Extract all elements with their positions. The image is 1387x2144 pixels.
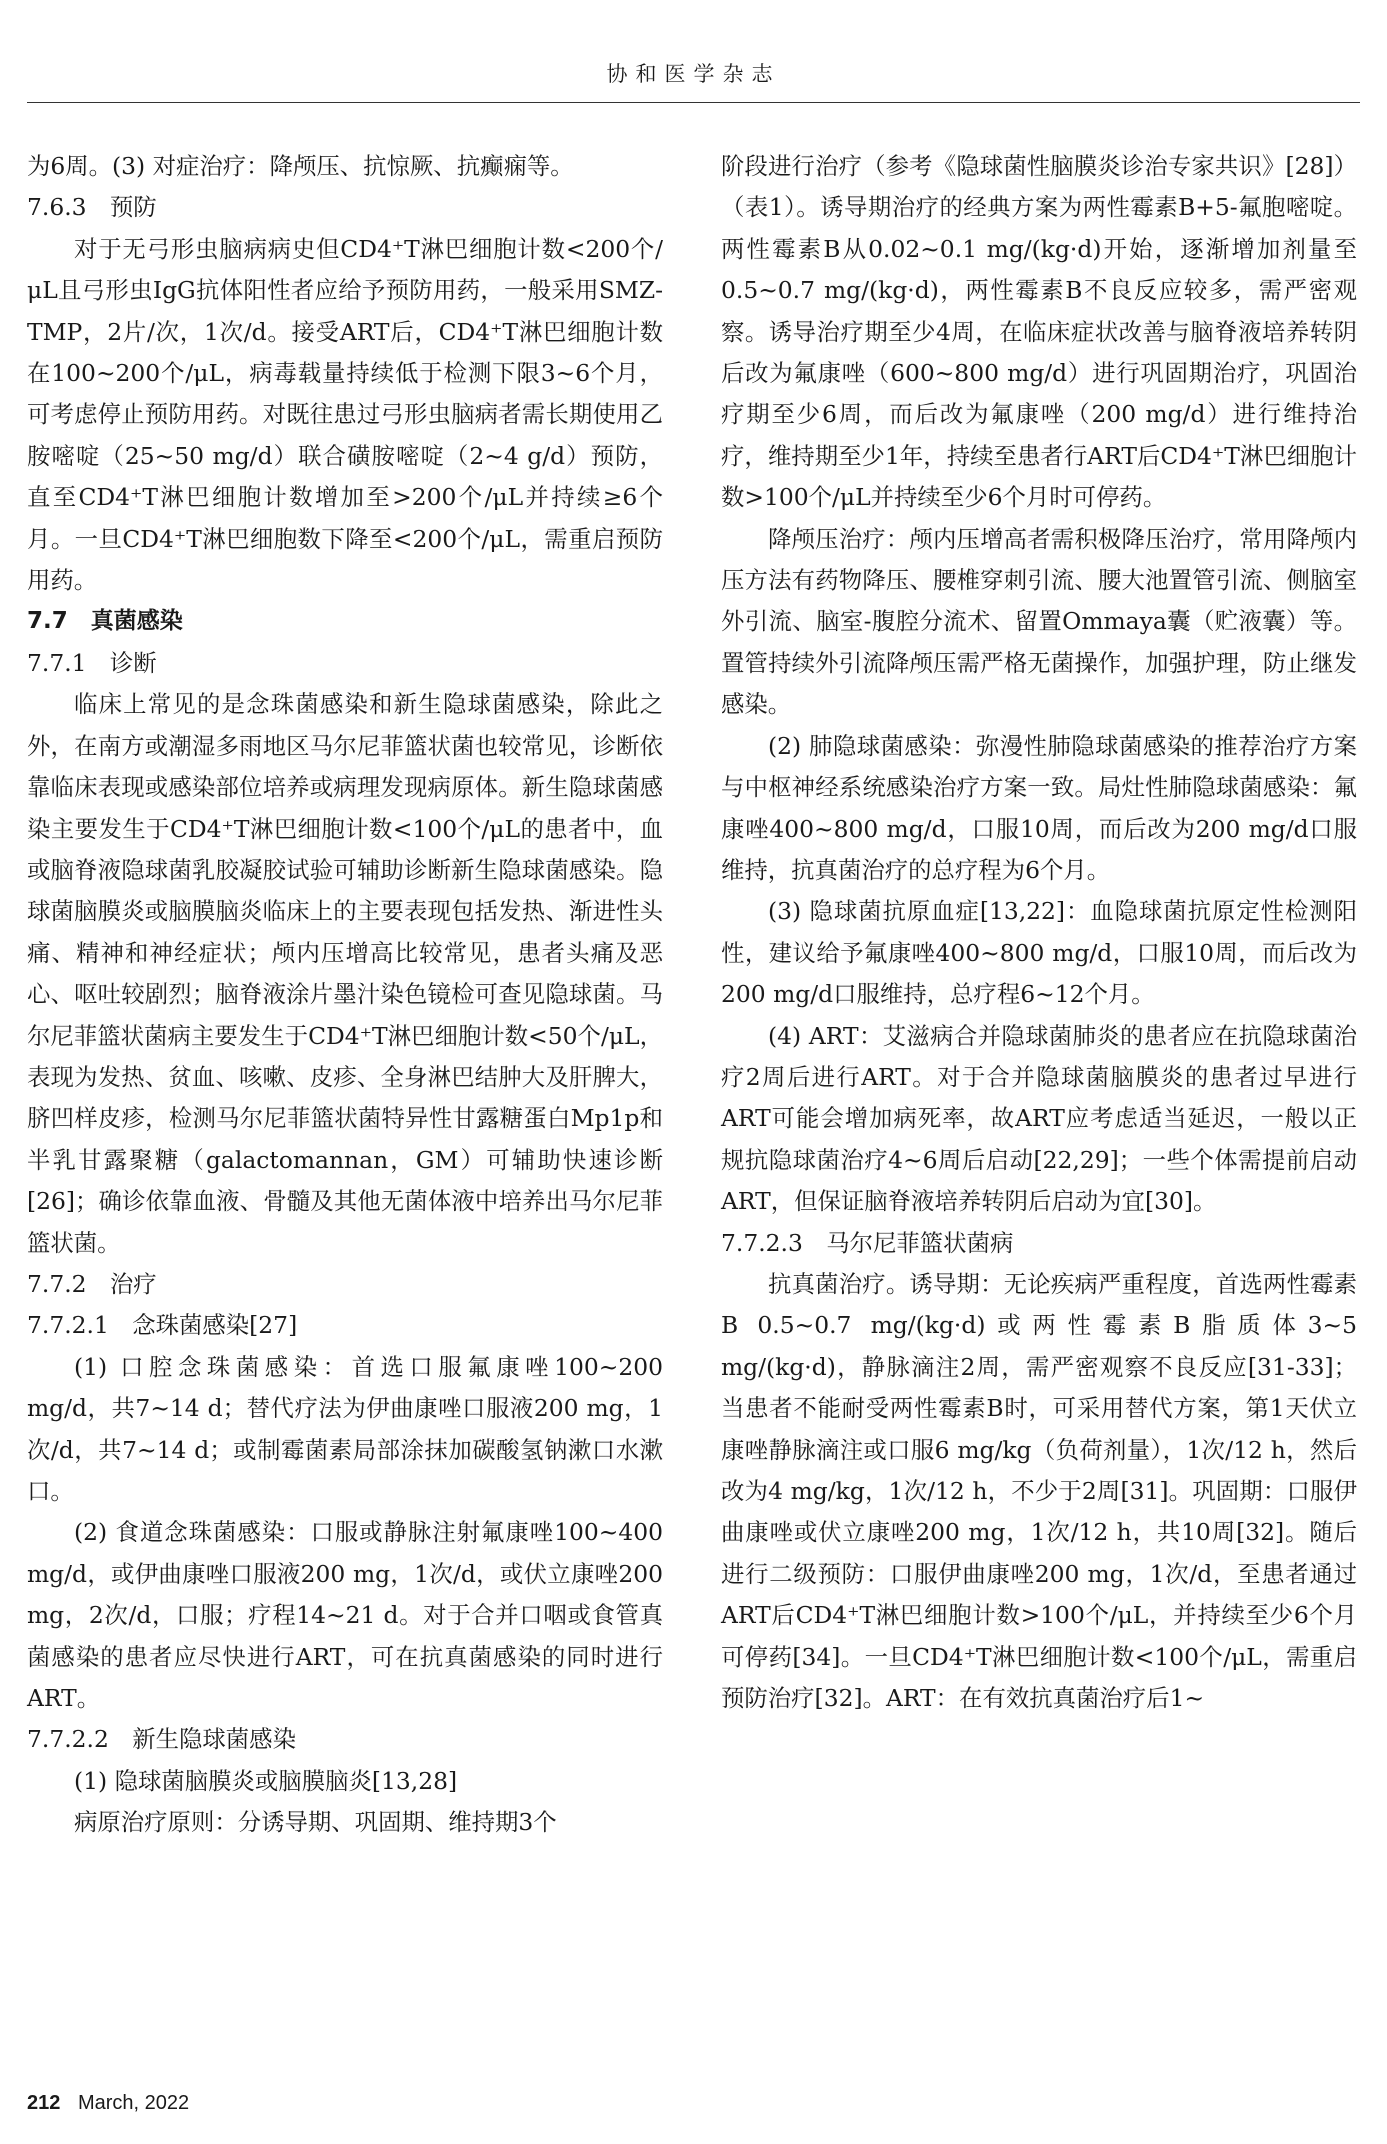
subsection-heading: 7.7.2.3 马尔尼菲篮状菌病 (721, 1228, 1014, 1257)
journal-title: 协和医学杂志 (606, 62, 781, 86)
paragraph: (1) 口腔念珠菌感染：首选口服氟康唑100~200 mg/d，共7~14 d；替代疗法为伊曲康唑口服液200 mg，1次/d，共7~14 d；或制霉菌素局部涂抹加碳酸氢钠漱口水漱口。 (27, 1352, 663, 1505)
section-heading: 7.7 真菌感染 (27, 608, 183, 635)
paragraph: 病原治疗原则：分诱导期、巩固期、维持期3个 (74, 1808, 557, 1837)
subsection-heading: 7.7.2.2 新生隐球菌感染 (27, 1725, 296, 1754)
subsection-heading: 7.6.3 预防 (27, 193, 157, 222)
page-number: 212 (27, 2092, 61, 2114)
paragraph: 对于无弓形虫脑病病史但CD4⁺T淋巴细胞计数<200个/μL且弓形虫IgG抗体阳性者应给予预防用药，一般采用SMZ-TMP，2片/次，1次/d。接受ART后，CD4⁺T淋巴细胞计数在100~200个/μL，病毒载量持续低于检测下限3~6个月，可考虑停止预防用药。对既往患过弓形虫脑病者需长期使用乙胺嘧啶（25~50 mg/d）联合磺胺嘧啶（2~4 g/d）预防，直至CD4⁺T淋巴细胞计数增加至>200个/μL并持续≥6个月。一旦CD4⁺T淋巴细胞数下降至<200个/μL，需重启预防用药。 (27, 234, 663, 595)
paragraph: 临床上常见的是念珠菌感染和新生隐球菌感染，除此之外，在南方或潮湿多雨地区马尔尼菲篮状菌也较常见，诊断依靠临床表现或感染部位培养或病理发现病原体。新生隐球菌感染主要发生于CD4⁺T淋巴细胞计数<100个/μL的患者中，血或脑脊液隐球菌乳胶凝胶试验可辅助诊断新生隐球菌感染。隐球菌脑膜炎或脑膜脑炎临床上的主要表现包括发热、渐进性头痛、精神和神经症状；颅内压增高比较常见，患者头痛及恶心、呕吐较剧烈；脑脊液涂片墨汁染色镜检可查见隐球菌。马尔尼菲篮状菌病主要发生于CD4⁺T淋巴细胞计数<50个/μL，表现为发热、贫血、咳嗽、皮疹、全身淋巴结肿大及肝脾大，脐凹样皮疹，检测马尔尼菲篮状菌特异性甘露糖蛋白Mp1p和半乳甘露聚糖（galactomannan，GM）可辅助快速诊断[26]；确诊依靠血液、骨髓及其他无菌体液中培养出马尔尼菲篮状菌。 (27, 690, 663, 1257)
paragraph: (3) 隐球菌抗原血症[13,22]：血隐球菌抗原定性检测阳性，建议给予氟康唑400~800 mg/d，口服10周，而后改为200 mg/d口服维持，总疗程6~12个月。 (721, 897, 1357, 1009)
paragraph: 阶段进行治疗（参考《隐球菌性脑膜炎诊治专家共识》[28]）（表1）。诱导期治疗的经典方案为两性霉素B+5-氟胞嘧啶。两性霉素B从0.02~0.1 mg/(kg·d)开始，逐渐增加剂量至0.5~0.7 mg/(kg·d)，两性霉素B不良反应较多，需严密观察。诱导治疗期至少4周，在临床症状改善与脑脊液培养转阴后改为氟康唑（600~800 mg/d）进行巩固期治疗，巩固治疗期至少6周，而后改为氟康唑（200 mg/d）进行维持治疗，维持期至少1年，持续至患者行ART后CD4⁺T淋巴细胞计数>100个/μL并持续至少6个月时可停药。 (721, 152, 1357, 512)
left-column (27, 146, 663, 1844)
paragraph: 为6周。(3) 对症治疗：降颅压、抗惊厥、抗癫痫等。 (27, 152, 574, 180)
paragraph: (2) 食道念珠菌感染：口服或静脉注射氟康唑100~400 mg/d，或伊曲康唑口服液200 mg，1次/d，或伏立康唑200 mg，2次/d，口服；疗程14~21 d。对于合并口咽或食管真菌感染的患者应尽快进行ART，可在抗真菌感染的同时进行ART。 (27, 1518, 663, 1713)
subsection-heading: 7.7.2 治疗 (27, 1269, 157, 1298)
right-column (721, 146, 1357, 1719)
paragraph: 降颅压治疗：颅内压增高者需积极降压治疗，常用降颅内压方法有药物降压、腰椎穿刺引流、腰大池置管引流、侧脑室外引流、脑室-腹腔分流术、留置Ommaya囊（贮液囊）等。置管持续外引流降颅压需严格无菌操作，加强护理，防止继发感染。 (721, 524, 1357, 719)
header-rule (27, 102, 1360, 103)
subsection-heading: 7.7.2.1 念珠菌感染[27] (27, 1311, 298, 1340)
paragraph: (1) 隐球菌脑膜炎或脑膜脑炎[13,28] (74, 1766, 458, 1795)
paragraph: (2) 肺隐球菌感染：弥漫性肺隐球菌感染的推荐治疗方案与中枢神经系统感染治疗方案一致。局灶性肺隐球菌感染：氟康唑400~800 mg/d，口服10周，而后改为200 mg/d口服维持，抗真菌治疗的总疗程为6个月。 (721, 731, 1357, 884)
page-header (0, 0, 1387, 100)
issue-date: March, 2022 (77, 2092, 190, 2114)
paragraph: (4) ART：艾滋病合并隐球菌肺炎的患者应在抗隐球菌治疗2周后进行ART。对于合并隐球菌脑膜炎的患者过早进行ART可能会增加病死率，故ART应考虑适当延迟，一般以正规抗隐球菌治疗4~6周后启动[22,29]；一些个体需提前启动ART，但保证脑脊液培养转阴后启动为宜[30]。 (721, 1021, 1357, 1216)
subsection-heading: 7.7.1 诊断 (27, 648, 157, 677)
paragraph: 抗真菌治疗。诱导期：无论疾病严重程度，首选两性霉素B 0.5~0.7 mg/(kg·d)或两性霉素B脂质体3~5 mg/(kg·d)，静脉滴注2周，需严密观察不良反应[31-33]；当患者不能耐受两性霉素B时，可采用替代方案，第1天伏立康唑静脉滴注或口服6 mg/kg（负荷剂量），1次/12 h，然后改为4 mg/kg，1次/12 h，不少于2周[31]。巩固期：口服伊曲康唑或伏立康唑200 mg，1次/12 h，共10周[32]。随后进行二级预防：口服伊曲康唑200 mg，1次/d，至患者通过ART后CD4⁺T淋巴细胞计数>100个/μL，并持续至少6个月可停药[34]。一旦CD4⁺T淋巴细胞计数<100个/μL，需重启预防治疗[32]。ART：在有效抗真菌治疗后1~ (721, 1269, 1357, 1713)
page-footer (27, 2092, 189, 2115)
